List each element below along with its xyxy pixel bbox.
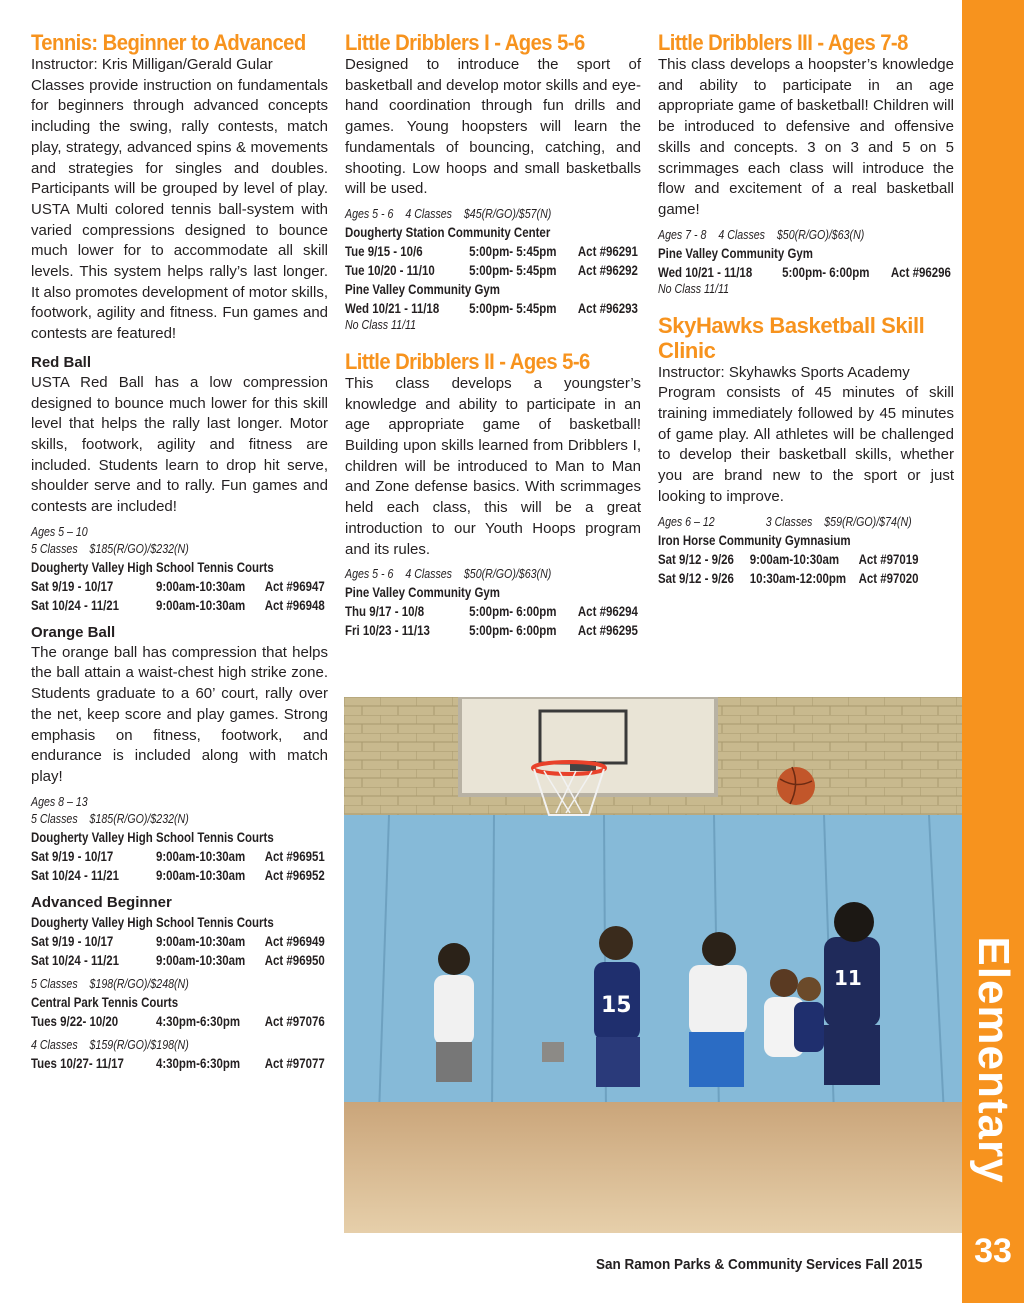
dribblers-3-meta: Ages 7 - 8 4 Classes $50(R/GO)/$63(N) [658, 227, 865, 242]
jersey-number: 15 [601, 993, 632, 1018]
red-ball-description: USTA Red Ball has a low compression designed to bounce much lower for this skill level that helps the rally last longer. Motor skills, footwork, agility and fitness are included. Students learn to drop hit serve, shoulder serve and to rally. Fun games and contests are included! [31, 373, 328, 516]
red-ball-ages: Ages 5 – 10 [31, 524, 88, 539]
tennis-column [31, 30, 328, 1073]
dribblers-2-description: This class develops a youngster’s knowledge and ability to participate in an age appropriate game of basketball! Building upon skills learned from Dribblers I, children will be introduced to Man to Man and Zone defense basics. With scrimmages held each class, this will be a great introduction to our Youth Hoops program and its rules. [345, 374, 641, 558]
orange-ball-heading: Orange Ball [31, 623, 116, 641]
schedule-row: Thu 9/17 - 10/8 5:00pm- 6:00pm Act #96294 [345, 604, 638, 620]
red-ball-heading: Red Ball [31, 353, 92, 371]
jersey-number: 11 [834, 966, 862, 990]
advanced-location: Dougherty Valley High School Tennis Courts [31, 914, 274, 930]
schedule-row: Wed 10/21 - 11/18 5:00pm- 6:00pm Act #96296 [658, 264, 951, 280]
dribblers-1-title: Little Dribblers I - Ages 5-6 [345, 30, 585, 55]
dribblers-1-description: Designed to introduce the sport of basketball and develop motor skills and eye-hand coordination through fun drills and games. Young hoopsters will learn the fundamentals of bouncing, catching, and shooting. Low hoops and small basketballs will be used. [345, 56, 641, 198]
class-count: 5 Classes [31, 541, 78, 556]
dribblers-1-location-2: Pine Valley Community Gym [345, 281, 500, 297]
schedule-row: Sat 10/24 - 11/21 9:00am-10:30am Act #96952 [31, 867, 325, 883]
red-ball-location: Dougherty Valley High School Tennis Courts [31, 559, 274, 575]
orange-ball-ages: Ages 8 – 13 [31, 794, 88, 809]
red-ball-fee-line [31, 541, 283, 558]
schedule-row: Tues 9/22- 10/20 4:30pm-6:30pm Act #97076 [31, 1013, 325, 1029]
schedule-row: Wed 10/21 - 11/18 5:00pm- 5:45pm Act #96293 [345, 300, 638, 316]
dribblers-3-noclass: No Class 11/11 [658, 281, 730, 296]
dribblers-3-title: Little Dribblers III - Ages 7-8 [658, 30, 908, 55]
schedule-row: Fri 10/23 - 11/13 5:00pm- 6:00pm Act #96295 [345, 623, 638, 639]
dribblers-2-location: Pine Valley Community Gym [345, 585, 500, 601]
orange-ball-location: Dougherty Valley High School Tennis Courts [31, 829, 274, 845]
dribblers-1-noclass: No Class 11/11 [345, 317, 417, 332]
schedule-row: Sat 9/19 - 10/17 9:00am-10:30am Act #96949 [31, 933, 325, 949]
dribblers-3-description: This class develops a hoopster’s knowledge and ability to participate in an age appropriate game of basketball! Children will be introduced to defensive and offensive skills and concepts. 3 on 3 and 5 on 5 scrimmages each class will introduce the flow and excitement of a real basketball game! [658, 56, 954, 218]
schedule-row: Tue 9/15 - 10/6 5:00pm- 5:45pm Act #96291 [345, 243, 638, 259]
basketball-photo-illustration [344, 697, 962, 1233]
dribblers-3-column [658, 30, 954, 588]
dribblers-1-meta: Ages 5 - 6 4 Classes $45(R/GO)/$57(N) [345, 206, 552, 221]
advanced-location-2: Central Park Tennis Courts [31, 994, 179, 1010]
schedule-row: Sat 10/24 - 11/21 9:00am-10:30am Act #96948 [31, 597, 325, 613]
schedule-row: Sat 9/12 - 9/26 9:00am-10:30am Act #97019 [658, 551, 919, 567]
tennis-description: Classes provide instruction on fundamentals for beginners through advanced concepts including the swing, rally contests, match play, strategy, advanced spins & movements and strategies for singles and doubles. Participants will be grouped by level of play. USTA Multi colored tennis ball-system with varied compressions designed to bounce much lower for to accommodate all skill levels. This system helps rally’s last longer. It also promotes development of motor skills, footwork, agility and fitness. Fun games and contests are featured! [31, 76, 328, 343]
schedule-row: Tues 10/27- 11/17 4:30pm-6:30pm Act #97077 [31, 1055, 325, 1071]
advanced-fee-line-3: 4 Classes $159(R/GO)/$198(N) [31, 1037, 189, 1052]
page-number: 33 [974, 1232, 1012, 1270]
schedule-row: Sat 9/19 - 10/17 9:00am-10:30am Act #96951 [31, 848, 325, 864]
skyhawks-instructor: Instructor: Skyhawks Sports Academy [658, 363, 910, 381]
dribblers-3-location: Pine Valley Community Gym [658, 245, 813, 261]
dribblers-2-meta: Ages 5 - 6 4 Classes $50(R/GO)/$63(N) [345, 567, 552, 582]
basketball-photo [344, 697, 962, 1233]
schedule-row: Sat 10/24 - 11/21 9:00am-10:30am Act #96950 [31, 952, 325, 968]
orange-ball-description: The orange ball has compression that helps the ball attain a waist-chest high strike zone. Students graduate to a 60’ court, rally over the net, keep score and play games. Strong emphasis on fitness, footwork, and endurance is included along with match play! [31, 643, 328, 785]
skyhawks-location: Iron Horse Community Gymnasium [658, 532, 851, 548]
orange-ball-fee-line: 5 Classes $185(R/GO)/$232(N) [31, 811, 189, 826]
schedule-row: Sat 9/12 - 9/26 10:30am-12:00pm Act #97020 [658, 570, 919, 586]
dribblers-column [345, 30, 641, 640]
dribblers-2-title: Little Dribblers II - Ages 5-6 [345, 348, 590, 374]
dribblers-1-location: Dougherty Station Community Center [345, 224, 551, 240]
tennis-title: Tennis: Beginner to Advanced [31, 30, 306, 55]
tennis-instructor: Instructor: Kris Milligan/Gerald Gular [31, 56, 273, 73]
schedule-row: Tue 10/20 - 11/10 5:00pm- 5:45pm Act #96292 [345, 262, 638, 278]
skyhawks-meta: Ages 6 – 12 3 Classes $59(R/GO)/$74(N) [658, 514, 912, 529]
fee: $185(R/GO)/$232(N) [89, 541, 189, 556]
skyhawks-description: Program consists of 45 minutes of skill training immediately followed by 45 minutes of game play. All athletes will be challenged to develop their basketball skills, whether you are brand new to the sport or just looking to improve. [658, 384, 954, 505]
advanced-beginner-heading: Advanced Beginner [31, 893, 172, 911]
section-label [962, 936, 1024, 1184]
advanced-fee-line-2: 5 Classes $198(R/GO)/$248(N) [31, 976, 189, 991]
footer-text: San Ramon Parks & Community Services Fall 2015 [596, 1256, 923, 1273]
section-label-text: Elementary [969, 936, 1018, 1184]
schedule-row: Sat 9/19 - 10/17 9:00am-10:30am Act #96947 [31, 578, 325, 594]
skyhawks-title: SkyHawks Basketball Skill Clinic [658, 312, 925, 363]
